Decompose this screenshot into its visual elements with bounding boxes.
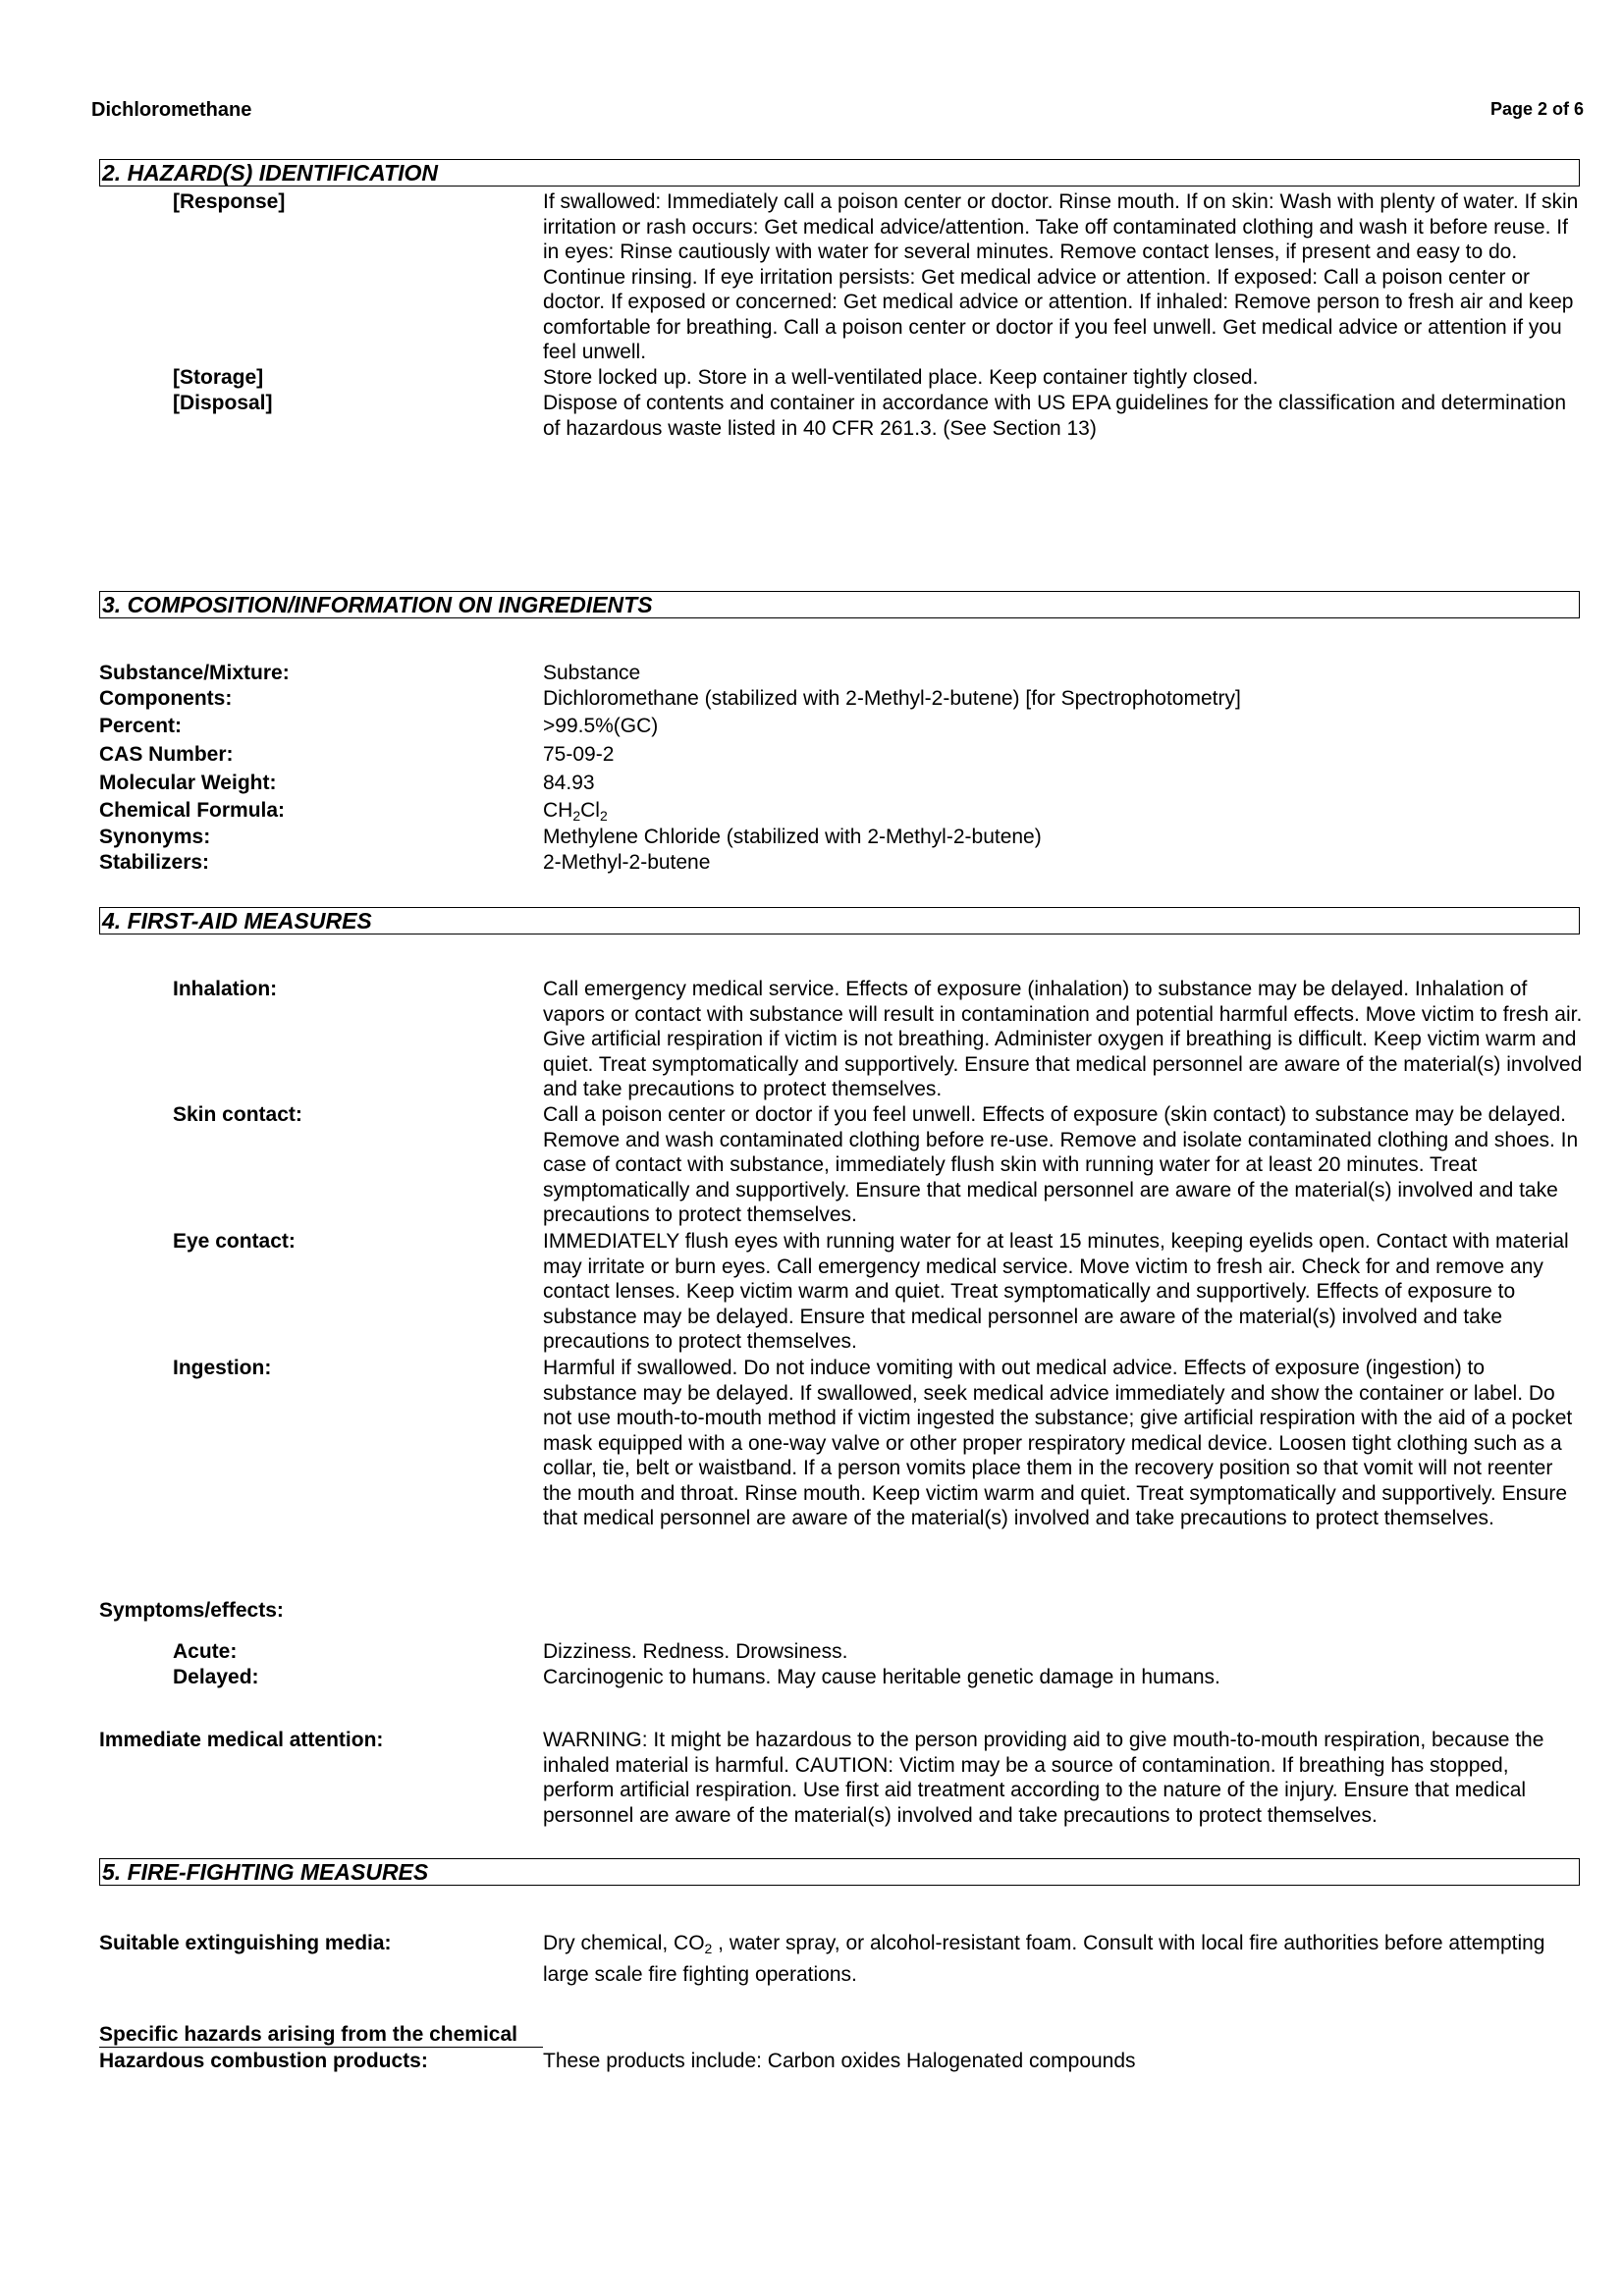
ingestion-text: Harmful if swallowed. Do not induce vomiting with out medical advice. Effects of exposure (ingestion) to substance may be delayed. If swallowed, seek medical advice immediately and show the container or label. Do not use mouth-to-mouth method if victim ingested the substance; give artificial respiration with the aid of a pocket mask equipped with a one-way valve or other proper respiratory medical device. Loosen tight clothing such as a collar, tie, belt or waistband. If a person vomits place them in the recovery position so that vomit will not reenter the mouth and throat. Rinse mouth. Keep victim warm and quiet. Treat symptomatically and supportively. Ensure that medical personnel are aware of the material(s) involved and take precautions to protect themselves. — [543, 1357, 1573, 1529]
media-part-2: , water spray, or alcohol-resistant foam. Consult with local fire authorities before attempting large scale fire fighting operations. — [543, 1932, 1545, 1986]
skin-contact-label: Skin contact: — [173, 1103, 302, 1126]
components-label: Components: — [99, 687, 233, 710]
cas-value: 75-09-2 — [543, 743, 615, 766]
skin-contact-text: Call a poison center or doctor if you feel unwell. Effects of exposure (skin contact) to substance may be delayed. Remove and wash contaminated clothing before re-use. Remove and isolate contaminated clothing and shoes. In case of contact with substance, immediately flush skin with running water for at least 20 minutes. Treat symptomatically and supportively. Ensure that medical personnel are aware of the material(s) involved and take precautions to protect themselves. — [543, 1103, 1579, 1226]
section-5-title: 5. FIRE-FIGHTING MEASURES — [99, 1858, 1580, 1886]
ingestion-label: Ingestion: — [173, 1357, 272, 1379]
disposal-label: [Disposal] — [173, 392, 273, 414]
storage-text: Store locked up. Store in a well-ventilated place. Keep container tightly closed. — [543, 366, 1259, 389]
formula-part-1: CH — [543, 799, 573, 822]
components-value: Dichloromethane (stabilized with 2-Methyl-2-butene) [for Spectrophotometry] — [543, 687, 1241, 710]
media-part-1: Dry chemical, CO — [543, 1932, 705, 1954]
disposal-text: Dispose of contents and container in accordance with US EPA guidelines for the classification and determination of hazardous waste listed in 40 CFR 261.3. (See Section 13) — [543, 392, 1567, 440]
extinguishing-media-text — [543, 1931, 1584, 1987]
delayed-text: Carcinogenic to humans. May cause heritable genetic damage in humans. — [543, 1666, 1220, 1688]
inhalation-text: Call emergency medical service. Effects of exposure (inhalation) to substance may be delayed. Inhalation of vapors or contact with substance will result in contamination and potential harmful effects. Move victim to fresh air. Give artificial respiration if victim is not breathing. Administer oxygen if breathing is difficult. Keep victim warm and quiet. Treat symptomatically and supportively. Ensure that medical personnel are aware of the material(s) involved and take precautions to protect themselves. — [543, 978, 1583, 1100]
formula-label: Chemical Formula: — [99, 799, 286, 822]
formula-subscript-1: 2 — [572, 808, 581, 824]
substance-value: Substance — [543, 662, 641, 684]
acute-label: Acute: — [173, 1640, 238, 1663]
eye-contact-text: IMMEDIATELY flush eyes with running water for at least 15 minutes, keeping eyelids open. Contact with material may irritate or burn eyes. Call emergency medical service. Move victim to fresh air. Check for and remove any contact lenses. Keep victim warm and quiet. Treat symptomatically and supportively. Effects of exposure to substance may be delayed. Ensure that medical personnel are aware of the material(s) involved and take precautions to protect themselves. — [543, 1230, 1569, 1353]
response-label: [Response] — [173, 190, 286, 213]
storage-label: [Storage] — [173, 366, 264, 389]
symptoms-label: Symptoms/effects: — [99, 1599, 284, 1622]
delayed-label: Delayed: — [173, 1666, 259, 1688]
section-3-title: 3. COMPOSITION/INFORMATION ON INGREDIENTS — [99, 591, 1580, 618]
stabilizers-label: Stabilizers: — [99, 851, 210, 874]
page-number: Page 2 of 6 — [1489, 99, 1584, 119]
molecular-weight-label: Molecular Weight: — [99, 772, 277, 794]
inhalation-label: Inhalation: — [173, 978, 278, 1000]
formula-subscript-2: 2 — [599, 808, 608, 824]
cas-label: CAS Number: — [99, 743, 234, 766]
stabilizers-value: 2-Methyl-2-butene — [543, 851, 711, 874]
synonyms-value: Methylene Chloride (stabilized with 2-Methyl-2-butene) — [543, 826, 1042, 848]
molecular-weight-value: 84.93 — [543, 772, 595, 794]
percent-label: Percent: — [99, 715, 183, 737]
substance-label: Substance/Mixture: — [99, 662, 290, 684]
synonyms-label: Synonyms: — [99, 826, 211, 848]
response-text: If swallowed: Immediately call a poison center or doctor. Rinse mouth. If on skin: Wash with plenty of water. If skin irritation or rash occurs: Get medical advice/attention. Take off contaminated clothing and wash it before reuse. If in eyes: Rinse cautiously with water for several minutes. Remove contact lenses, if present and easy to do. Continue rinsing. If eye irritation persists: Get medical advice or attention. If exposed: Call a poison center or doctor. If exposed or concerned: Get medical advice or attention. If inhaled: Remove person to fresh air and keep comfortable for breathing. Call a poison center or doctor if you feel unwell. Get medical advice or attention if you feel unwell. — [543, 190, 1579, 363]
document-title: Dichloromethane — [91, 99, 252, 121]
section-2-title: 2. HAZARD(S) IDENTIFICATION — [99, 159, 1580, 187]
combustion-products-text: These products include: Carbon oxides Halogenated compounds — [543, 2050, 1136, 2072]
media-subscript: 2 — [704, 1941, 713, 1956]
combustion-products-label: Hazardous combustion products: — [99, 2050, 428, 2072]
specific-hazards-label: Specific hazards arising from the chemical — [99, 2023, 517, 2046]
section-4-title: 4. FIRST-AID MEASURES — [99, 907, 1580, 934]
percent-value: >99.5%(GC) — [543, 715, 659, 737]
specific-hazards-underline — [99, 2047, 543, 2048]
extinguishing-media-label: Suitable extinguishing media: — [99, 1932, 392, 1954]
formula-part-2: Cl — [580, 799, 600, 822]
eye-contact-label: Eye contact: — [173, 1230, 296, 1253]
immediate-attention-text: WARNING: It might be hazardous to the person providing aid to give mouth-to-mouth respiration, because the inhaled material is harmful. CAUTION: Victim may be a source of contamination. If breathing has stopped, perform artificial respiration. Use first aid treatment according to the nature of the injury. Ensure that medical personnel are aware of the material(s) involved and take precautions to protect themselves. — [543, 1729, 1544, 1827]
immediate-attention-label: Immediate medical attention: — [99, 1729, 384, 1751]
acute-text: Dizziness. Redness. Drowsiness. — [543, 1640, 848, 1663]
